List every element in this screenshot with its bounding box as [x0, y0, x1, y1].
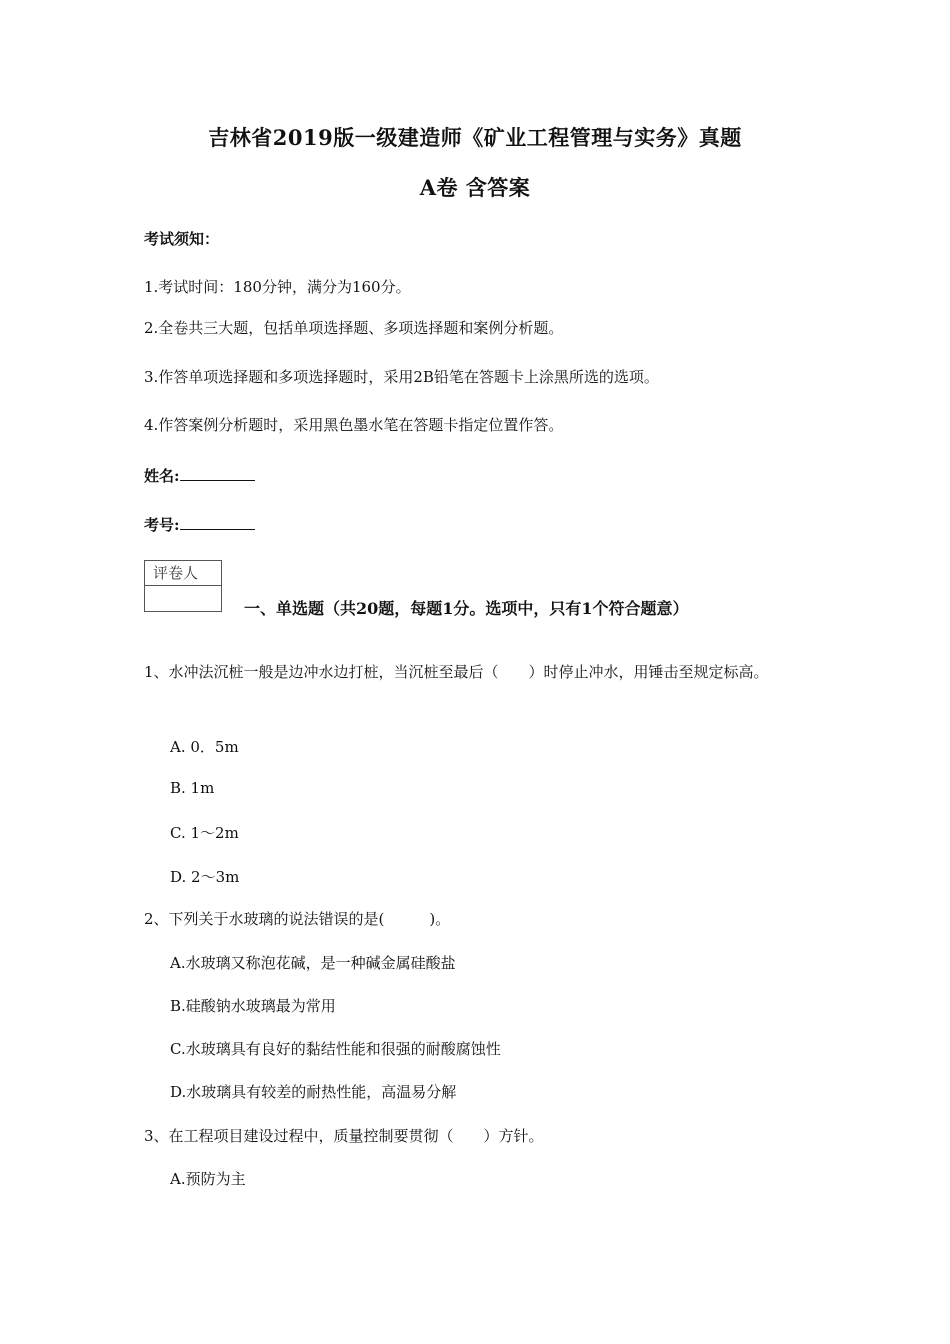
name-label: 姓名:: [144, 467, 180, 485]
question-option: C. 1～2m: [170, 824, 239, 842]
notice-item: 4.作答案例分析题时，采用黑色墨水笔在答题卡指定位置作答。: [144, 416, 564, 434]
notice-heading: 考试须知：: [144, 230, 220, 248]
section-heading: 一、单选题（共20题，每题1分。选项中，只有1个符合题意）: [244, 599, 689, 618]
question-option: A. 0．5m: [170, 738, 239, 756]
id-blank[interactable]: [180, 515, 255, 530]
id-field: [144, 514, 255, 535]
notice-item: 2.全卷共三大题，包括单项选择题、多项选择题和案例分析题。: [144, 319, 564, 337]
name-blank[interactable]: [180, 466, 255, 481]
grader-box: [144, 560, 222, 612]
question-option: B.硅酸钠水玻璃最为常用: [170, 997, 336, 1015]
name-field: [144, 465, 255, 486]
question-stem: 2、下列关于水玻璃的说法错误的是( )。: [144, 910, 451, 928]
grader-label: 评卷人: [145, 561, 221, 586]
question-option: D.水玻璃具有较差的耐热性能，高温易分解: [170, 1083, 457, 1101]
id-label: 考号:: [144, 516, 180, 534]
question-option: A.水玻璃又称泡花碱，是一种碱金属硅酸盐: [170, 954, 456, 972]
notice-item: 3.作答单项选择题和多项选择题时，采用2B铅笔在答题卡上涂黑所选的选项。: [144, 368, 659, 386]
question-option: A.预防为主: [170, 1170, 246, 1188]
question-option: C.水玻璃具有良好的黏结性能和很强的耐酸腐蚀性: [170, 1040, 501, 1058]
question-stem: 3、在工程项目建设过程中，质量控制要贯彻（ ）方针。: [144, 1127, 544, 1145]
question-stem: 1、水冲法沉桩一般是边冲水边打桩，当沉桩至最后（ ）时停止冲水，用锤击至规定标高。: [144, 663, 769, 681]
page-subtitle: A卷 含答案: [419, 175, 531, 200]
notice-item: 1.考试时间：180分钟，满分为160分。: [144, 278, 411, 296]
question-option: D. 2～3m: [170, 868, 240, 886]
page-title: 吉林省2019版一级建造师《矿业工程管理与实务》真题: [208, 125, 742, 150]
question-option: B. 1m: [170, 779, 215, 797]
